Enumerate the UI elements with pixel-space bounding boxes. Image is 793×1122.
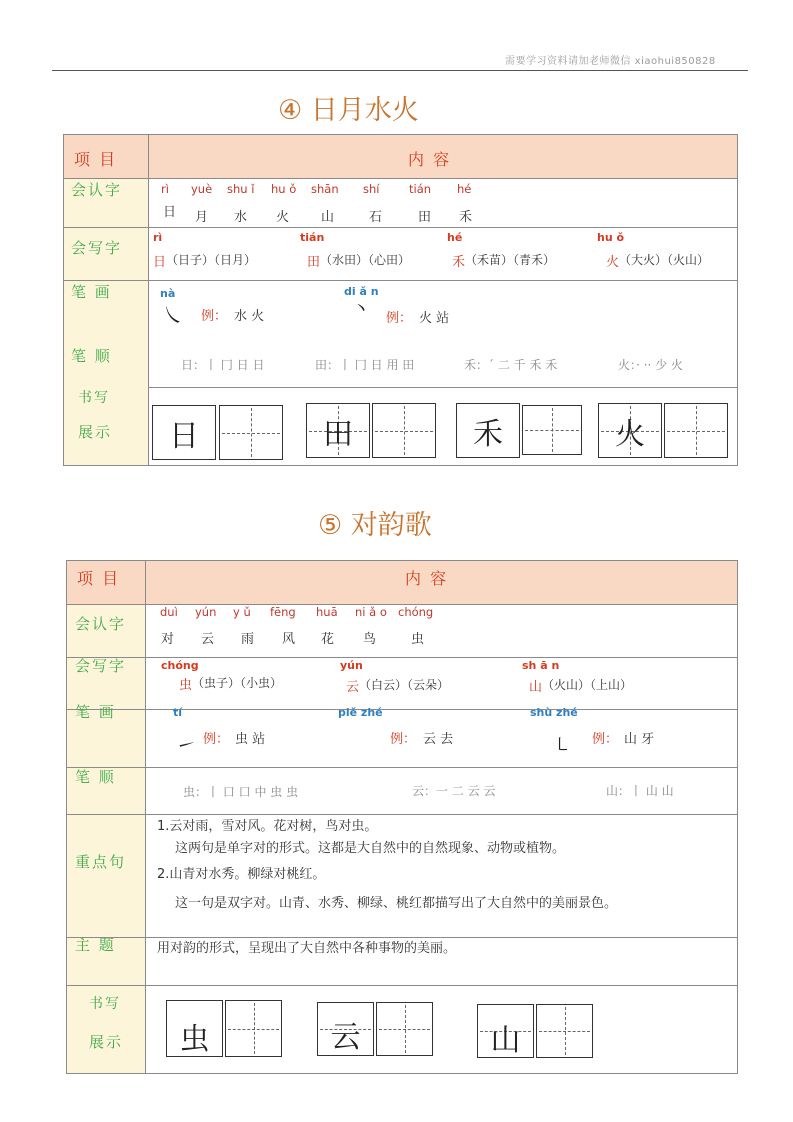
stroke-order: 田：丨 冂 日 用 田 — [315, 358, 415, 372]
char: 山 — [321, 210, 335, 225]
char: 鸟 — [363, 632, 377, 647]
write-words: （虫子）（小虫） — [192, 676, 283, 690]
lesson5-label-write: 会写字 — [75, 657, 127, 675]
write-char: 虫 — [179, 678, 193, 693]
writing-box — [372, 403, 436, 458]
pinyin: duì — [160, 605, 178, 619]
key-sentence-1-note: 这两句是单字对的形式。这都是大自然中的自然现象、动物或植物。 — [175, 841, 566, 856]
lesson4-label-show-2: 展示 — [78, 423, 113, 441]
lesson4-label-order: 笔 顺 — [71, 347, 112, 365]
stroke-order: 禾：´ 二 千 禾 禾 — [464, 358, 558, 372]
write-words: （火山）（上山） — [542, 678, 633, 692]
pinyin: chóng — [398, 605, 434, 619]
char: 云 — [201, 632, 215, 647]
writing-box — [225, 1000, 282, 1057]
writing-box — [219, 405, 283, 460]
lesson5-label-show-1: 书写 — [89, 996, 121, 1012]
theme-text: 用对韵的形式，呈现出了大自然中各种事物的美丽。 — [157, 941, 457, 956]
example-chars: 水 火 — [234, 309, 265, 324]
pinyin: yún — [195, 605, 217, 619]
writing-box — [598, 403, 662, 458]
writing-box — [522, 405, 582, 455]
example-label: 例： — [592, 732, 619, 747]
lesson5-table — [66, 560, 738, 1074]
writing-char: 田 — [323, 416, 353, 452]
char: 火 — [276, 210, 290, 225]
pinyin: shí — [363, 182, 380, 196]
lesson4-table — [63, 134, 738, 466]
lesson5-label-key: 重点句 — [75, 853, 127, 871]
writing-box — [477, 1004, 534, 1058]
char: 田 — [418, 210, 432, 225]
write-words: （禾苗）（青禾） — [465, 253, 556, 267]
pinyin: nà — [160, 287, 176, 300]
pinyin: hu ǒ — [271, 182, 297, 196]
pinyin: hé — [447, 231, 463, 244]
writing-box — [664, 403, 728, 458]
lesson5-label-recognize: 会认字 — [75, 615, 127, 633]
pinyin: shu ǐ — [227, 182, 255, 196]
key-sentence-2-note: 这一句是双字对。山青、水秀、柳绿、桃红都描写出了大自然中的美丽景色。 — [175, 896, 618, 911]
lesson5-title: ⑤ 对韵歌 — [318, 510, 432, 541]
writing-char: 日 — [169, 418, 199, 454]
pinyin: piě zhé — [338, 706, 383, 719]
example-chars: 山 牙 — [624, 732, 655, 747]
char: 花 — [321, 632, 335, 647]
pinyin: huā — [316, 605, 338, 619]
lesson4-title: ④ 日月水火 — [278, 95, 419, 126]
pinyin: hé — [457, 182, 472, 196]
pinyin: tián — [300, 231, 325, 244]
stroke-order: 山：丨 山 山 — [606, 784, 674, 798]
lesson4-label-show-1: 书写 — [78, 390, 110, 406]
char: 月 — [195, 210, 209, 225]
pinyin: shù zhé — [530, 706, 578, 719]
write-words: （日子）（日月） — [166, 253, 257, 267]
key-sentence-1: 1.云对雨，雪对风。花对树，鸟对虫。 — [157, 819, 378, 834]
stroke-order: 日：丨 冂 日 日 — [181, 358, 265, 372]
stroke-shape: ㇏ — [162, 304, 185, 329]
lesson4-label-write: 会写字 — [71, 239, 123, 257]
write-char: 云 — [346, 680, 360, 695]
write-char: 火 — [606, 255, 620, 270]
pinyin: di ǎ n — [344, 285, 379, 298]
char: 日 — [163, 205, 177, 220]
example-label: 例： — [203, 732, 230, 747]
writing-box — [166, 1000, 223, 1057]
write-words: （水田）（心田） — [320, 253, 411, 267]
pinyin: yuè — [191, 182, 213, 196]
stroke-shape: ㇀ — [175, 734, 198, 759]
pinyin: fēng — [270, 605, 296, 619]
pinyin: y ǔ — [233, 605, 251, 619]
lesson4-label-strokes: 笔 画 — [71, 283, 112, 301]
write-char: 田 — [307, 255, 321, 270]
header-divider — [52, 70, 748, 71]
pinyin: sh ā n — [522, 659, 560, 672]
example-chars: 火 站 — [419, 311, 450, 326]
pinyin: shān — [311, 182, 339, 196]
lesson4-label-recognize: 会认字 — [71, 181, 123, 199]
stroke-order: 云：一 二 云 云 — [412, 784, 496, 798]
pinyin: tí — [173, 706, 183, 719]
lesson5-head-item: 项 目 — [77, 569, 121, 588]
lesson4-header-row — [64, 135, 737, 178]
lesson5-label-order: 笔 顺 — [75, 768, 116, 786]
writing-box — [376, 1002, 433, 1056]
writing-box — [306, 403, 370, 458]
writing-char: 山 — [490, 1023, 521, 1059]
stroke-shape: ㇄ — [553, 735, 571, 756]
pinyin: chóng — [161, 659, 199, 672]
char: 对 — [161, 632, 175, 647]
header-note: 需要学习资料请加老师微信 xiaohui850828 — [505, 56, 716, 67]
example-chars: 云 去 — [423, 732, 454, 747]
stroke-order: 虫：丨 口 口 中 虫 虫 — [183, 785, 299, 799]
lesson5-label-show-2: 展示 — [89, 1033, 124, 1051]
write-char: 山 — [529, 680, 543, 695]
lesson5-label-strokes: 笔 画 — [75, 703, 116, 721]
key-sentence-2: 2.山青对水秀。柳绿对桃红。 — [157, 867, 326, 882]
example-label: 例： — [386, 311, 413, 326]
write-words: （大火）（火山） — [619, 253, 710, 267]
pinyin: hu ǒ — [597, 231, 625, 244]
write-char: 禾 — [452, 255, 466, 270]
lesson4-head-content: 内 容 — [408, 150, 452, 169]
lesson5-label-theme: 主 题 — [75, 936, 116, 954]
pinyin: rì — [161, 182, 169, 196]
writing-char: 云 — [330, 1020, 361, 1056]
lesson4-head-item: 项 目 — [74, 150, 118, 169]
stroke-order: 火：· ·· 少 火 — [618, 358, 683, 372]
char: 水 — [234, 210, 248, 225]
writing-char: 火 — [615, 416, 645, 452]
writing-box — [536, 1004, 593, 1058]
pinyin: yún — [340, 659, 363, 672]
pinyin: ni ǎ o — [355, 605, 387, 619]
writing-char: 禾 — [473, 416, 503, 452]
example-label: 例： — [201, 309, 228, 324]
lesson5-head-content: 内 容 — [405, 569, 449, 588]
pinyin: tián — [409, 182, 432, 196]
char: 虫 — [411, 632, 425, 647]
lesson5-header-row — [67, 561, 737, 604]
char: 石 — [369, 210, 383, 225]
write-char: 日 — [153, 255, 167, 270]
pinyin: rì — [153, 231, 163, 244]
write-words: （白云）（云朵） — [359, 678, 450, 692]
stroke-shape: 丶 — [352, 299, 370, 320]
example-chars: 虫 站 — [235, 732, 266, 747]
char: 雨 — [241, 632, 255, 647]
writing-char: 虫 — [179, 1022, 210, 1058]
writing-box — [317, 1002, 374, 1056]
writing-box — [152, 405, 216, 460]
example-label: 例： — [390, 732, 417, 747]
char: 禾 — [459, 210, 473, 225]
char: 风 — [282, 632, 296, 647]
writing-box — [456, 403, 520, 458]
